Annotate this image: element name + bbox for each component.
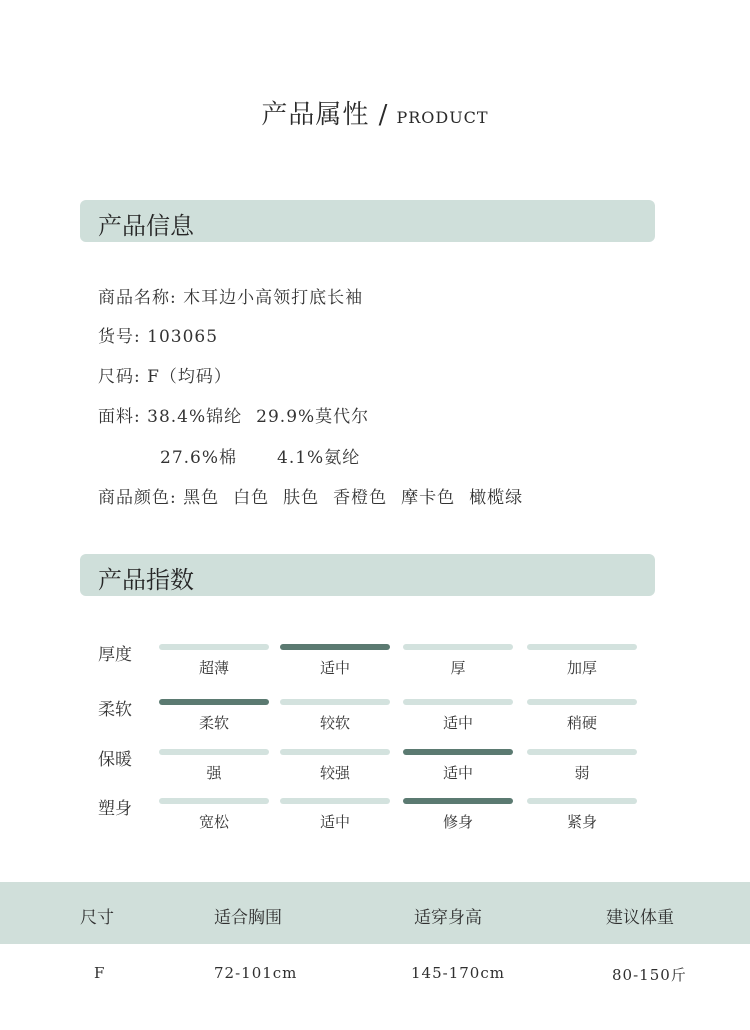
index-label: 保暖 xyxy=(98,750,132,770)
index-option: 柔软 xyxy=(198,714,229,732)
page-title-cn: 产品属性 / xyxy=(261,100,389,130)
info-colors-label: 商品颜色: xyxy=(98,488,177,508)
index-option: 稍硬 xyxy=(566,714,597,732)
size-header-weight: 建议体重 xyxy=(606,908,674,928)
index-option: 修身 xyxy=(442,813,473,831)
color-item: 白色 xyxy=(233,488,270,508)
info-code-row xyxy=(98,322,218,347)
size-header-size: 尺寸 xyxy=(80,908,114,928)
index-indicator xyxy=(527,644,637,650)
size-cell-bust: 72-101cm xyxy=(214,964,298,982)
index-indicator xyxy=(280,749,390,755)
index-label: 厚度 xyxy=(98,645,132,665)
index-indicator xyxy=(527,699,637,705)
index-option: 强 xyxy=(206,764,222,782)
index-option: 厚 xyxy=(450,659,466,677)
index-option: 适中 xyxy=(319,813,350,831)
index-option: 较强 xyxy=(319,764,350,782)
index-indicator xyxy=(159,749,269,755)
info-fabric-row xyxy=(98,402,369,427)
info-colors-row xyxy=(98,483,523,508)
section-header-info xyxy=(80,200,655,242)
index-option: 宽松 xyxy=(198,813,229,831)
info-size-row xyxy=(98,362,232,387)
info-fabric-2: 29.9%莫代尔 xyxy=(256,407,370,427)
color-item: 摩卡色 xyxy=(401,488,456,508)
size-header-bust: 适合胸围 xyxy=(214,908,282,928)
index-indicator-active xyxy=(403,798,513,804)
index-indicator xyxy=(280,798,390,804)
section-title-index: 产品指数 xyxy=(98,566,194,594)
info-name-label: 商品名称: xyxy=(98,288,177,308)
index-indicator xyxy=(280,699,390,705)
color-item: 肤色 xyxy=(283,488,320,508)
page-title xyxy=(0,94,750,131)
info-size-value: F（均码） xyxy=(147,367,232,387)
info-fabric-1: 38.4%锦纶 xyxy=(147,407,243,427)
section-header-index xyxy=(80,554,655,596)
index-indicator xyxy=(159,644,269,650)
index-option: 加厚 xyxy=(566,659,597,677)
color-item: 黑色 xyxy=(183,488,220,508)
index-indicator xyxy=(403,644,513,650)
index-indicator-active xyxy=(280,644,390,650)
color-item: 橄榄绿 xyxy=(469,488,524,508)
info-fabric-4: 4.1%氨纶 xyxy=(277,448,361,468)
info-fabric-label: 面料: xyxy=(98,407,141,427)
info-name-row xyxy=(98,283,363,308)
page-title-en: PRODUCT xyxy=(396,108,489,127)
index-indicator xyxy=(527,749,637,755)
info-fabric-row-2 xyxy=(160,443,360,468)
index-option: 紧身 xyxy=(566,813,597,831)
size-cell-height: 145-170cm xyxy=(411,964,505,982)
index-option: 适中 xyxy=(442,714,473,732)
index-indicator-active xyxy=(159,699,269,705)
size-cell-weight: 80-150斤 xyxy=(612,966,687,984)
index-label: 柔软 xyxy=(98,700,132,720)
size-cell-size: F xyxy=(94,964,106,982)
info-code-value: 103065 xyxy=(147,327,219,347)
index-option: 较软 xyxy=(319,714,350,732)
info-name-value: 木耳边小高领打底长袖 xyxy=(183,288,364,308)
info-fabric-3: 27.6%棉 xyxy=(160,448,238,468)
color-item: 香橙色 xyxy=(333,488,388,508)
index-indicator xyxy=(159,798,269,804)
index-indicator xyxy=(403,699,513,705)
index-option: 弱 xyxy=(574,764,590,782)
section-title-info: 产品信息 xyxy=(98,212,194,240)
size-header-height: 适穿身高 xyxy=(414,908,482,928)
info-size-label: 尺码: xyxy=(98,367,141,387)
index-label: 塑身 xyxy=(98,799,132,819)
index-indicator xyxy=(527,798,637,804)
index-option: 适中 xyxy=(442,764,473,782)
info-code-label: 货号: xyxy=(98,327,141,347)
index-option: 适中 xyxy=(319,659,350,677)
index-option: 超薄 xyxy=(198,659,229,677)
index-indicator-active xyxy=(403,749,513,755)
